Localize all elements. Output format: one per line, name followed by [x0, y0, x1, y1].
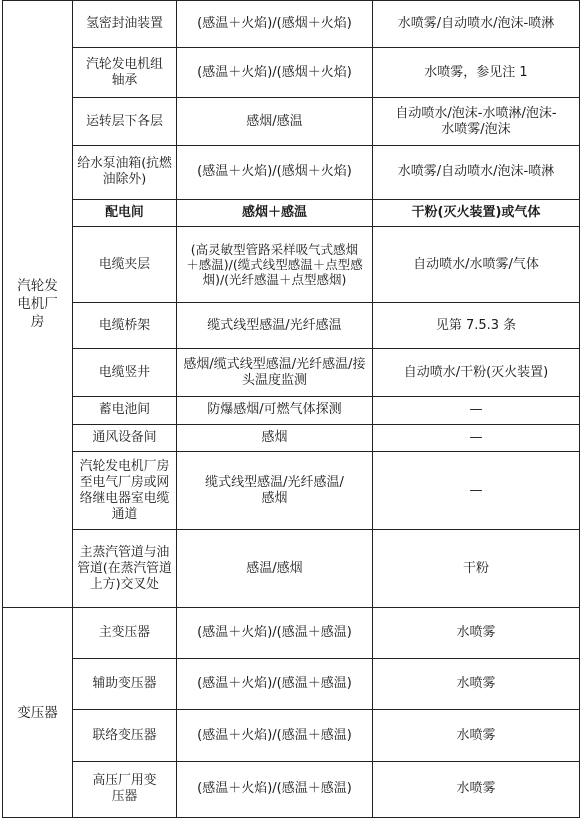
table-row: [3, 710, 580, 761]
table-row: [3, 424, 580, 452]
area-cell: 汽轮发电机组轴承: [73, 48, 177, 98]
area-cell: 联络变压器: [73, 710, 177, 761]
extinguish-cell: 自动喷水/干粉(灭火装置): [373, 349, 580, 397]
extinguish-cell: 干粉(灭火装置)或气体: [373, 199, 580, 227]
area-cell: 主蒸汽管道与油管道(在蒸汽管道上方)交叉处: [73, 530, 177, 608]
table-row: [3, 608, 580, 659]
extinguish-cell: 水喷雾: [373, 608, 580, 659]
extinguish-cell: 水喷雾/自动喷水/泡沫-喷淋: [373, 1, 580, 48]
detector-cell: 感烟/缆式线型感温/光纤感温/接头温度监测: [177, 349, 373, 397]
area-cell: 通风设备间: [73, 424, 177, 452]
area-cell: 氢密封油装置: [73, 1, 177, 48]
area-cell: 主变压器: [73, 608, 177, 659]
detector-cell: (感温＋火焰)/(感烟＋火焰): [177, 146, 373, 199]
extinguish-cell: 自动喷水/水喷雾/气体: [373, 227, 580, 303]
extinguish-cell: 水喷雾，参见注 1: [373, 48, 580, 98]
extinguish-cell: 自动喷水/泡沫-水喷淋/泡沫-水喷雾/泡沫: [373, 98, 580, 146]
area-cell: 运转层下各层: [73, 98, 177, 146]
table-row: [3, 397, 580, 425]
detector-cell: 感烟/感温: [177, 98, 373, 146]
fire-protection-table: [2, 0, 580, 818]
area-cell: 辅助变压器: [73, 659, 177, 710]
table-row: [3, 452, 580, 530]
extinguish-cell: 水喷雾/自动喷水/泡沫-喷淋: [373, 146, 580, 199]
detector-cell: (感温＋火焰)/(感温＋感温): [177, 659, 373, 710]
table-row: [3, 530, 580, 608]
extinguish-cell: 水喷雾: [373, 761, 580, 817]
group-transformer: 变压器: [3, 608, 73, 818]
area-cell: 电缆夹层: [73, 227, 177, 303]
extinguish-cell: 见第 7.5.3 条: [373, 302, 580, 348]
detector-cell: (感温＋火焰)/(感温＋感温): [177, 608, 373, 659]
extinguish-cell: —: [373, 452, 580, 530]
table-row: [3, 659, 580, 710]
group-turbine-hall: 汽轮发电机厂房: [3, 1, 73, 608]
table-row: [3, 302, 580, 348]
table-row: [3, 1, 580, 48]
detector-cell: 缆式线型感温/光纤感温/感烟: [177, 452, 373, 530]
area-cell: 蓄电池间: [73, 397, 177, 425]
extinguish-cell: 水喷雾: [373, 710, 580, 761]
detector-cell: 感温/感烟: [177, 530, 373, 608]
table-row: [3, 199, 580, 227]
detector-cell: 感烟＋感温: [177, 199, 373, 227]
table-row: [3, 98, 580, 146]
extinguish-cell: —: [373, 424, 580, 452]
extinguish-cell: —: [373, 397, 580, 425]
table-row: [3, 146, 580, 199]
detector-cell: (感温＋火焰)/(感烟＋火焰): [177, 1, 373, 48]
area-cell: 电缆桥架: [73, 302, 177, 348]
detector-cell: (感温＋火焰)/(感烟＋火焰): [177, 48, 373, 98]
detector-cell: 感烟: [177, 424, 373, 452]
area-cell: 汽轮发电机厂房至电气厂房或网络继电器室电缆通道: [73, 452, 177, 530]
area-cell: 给水泵油箱(抗燃油除外): [73, 146, 177, 199]
extinguish-cell: 干粉: [373, 530, 580, 608]
detector-cell: (感温＋火焰)/(感温＋感温): [177, 710, 373, 761]
detector-cell: (高灵敏型管路采样吸气式感烟＋感温)/(缆式线型感温＋点型感烟)/(光纤感温＋点型感烟): [177, 227, 373, 303]
table-row: [3, 349, 580, 397]
area-cell: 电缆竖井: [73, 349, 177, 397]
area-cell: 高压厂用变压器: [73, 761, 177, 817]
detector-cell: 防爆感烟/可燃气体探测: [177, 397, 373, 425]
table-row: [3, 48, 580, 98]
table-row: [3, 227, 580, 303]
area-cell: 配电间: [73, 199, 177, 227]
detector-cell: 缆式线型感温/光纤感温: [177, 302, 373, 348]
detector-cell: (感温＋火焰)/(感温＋感温): [177, 761, 373, 817]
table-row: [3, 761, 580, 817]
extinguish-cell: 水喷雾: [373, 659, 580, 710]
